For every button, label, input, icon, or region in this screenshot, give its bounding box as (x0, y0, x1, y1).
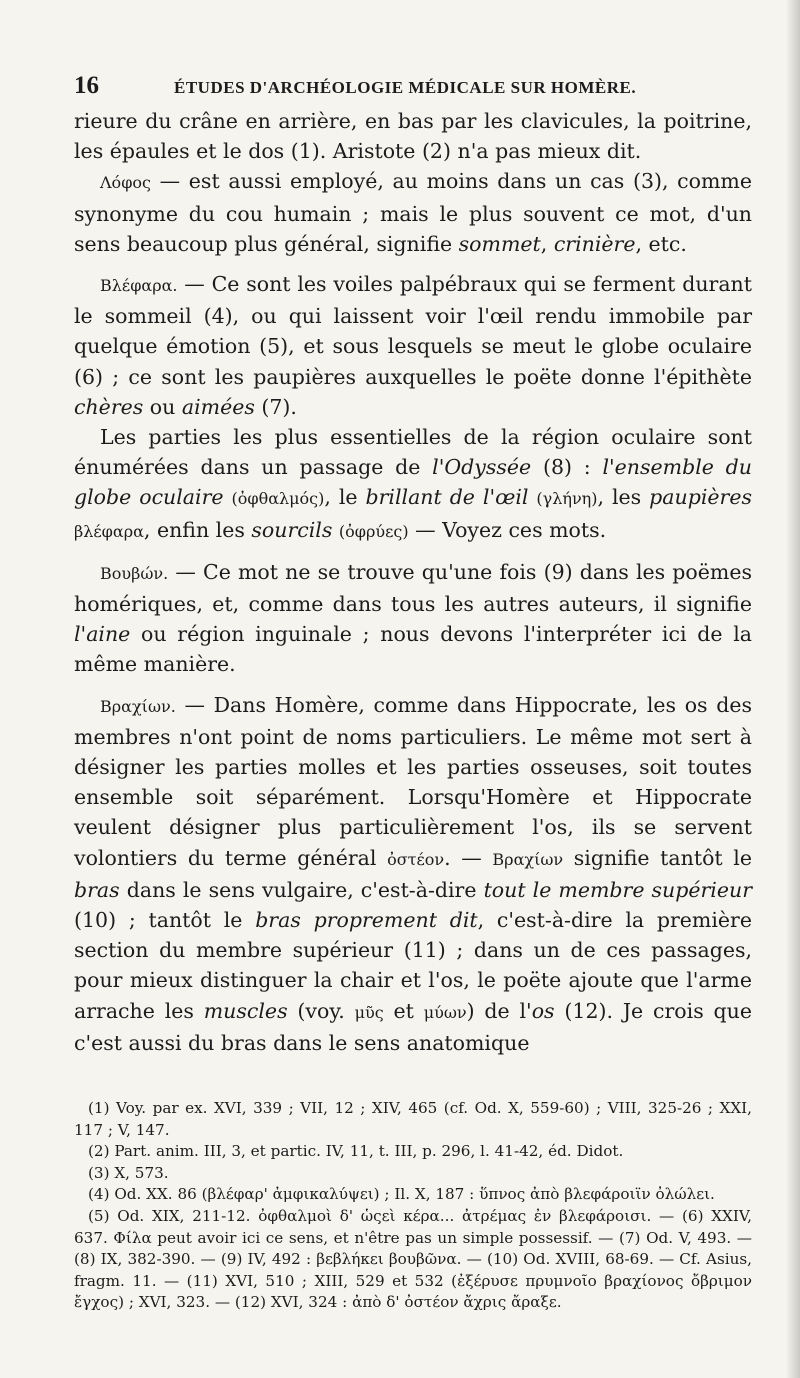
greek-run: βλέφαρα (74, 521, 144, 541)
greek-run: μύων (423, 1002, 467, 1022)
italic-run: os (531, 998, 555, 1023)
footnote: (2) Part. anim. III, 3, et partic. IV, 11, t. III, p. 296, l. 41-42, éd. Didot. (88, 1142, 624, 1161)
text-run: — Dans Homère, comme dans Hippocrate, les os des membres n'ont point de noms particuliers. Le même mot sert à désigner les parties molles et les parties osseuses, soit toutes ensemble soit séparément. Lorsqu'Homère et Hippocrate veulent désigner plus particulièrement l'os, ils se servent volontiers du terme général (74, 692, 752, 870)
greek-term: Λόφος (100, 173, 151, 193)
greek-run: Βραχίων (492, 849, 564, 869)
footnote: (4) Od. XX. 86 (βλέφαρ' ἀμφικαλύψει) ; Il. X, 187 : ὕπνος ἀπὸ βλεφάροιϊν ὀλώλει. (88, 1185, 715, 1204)
greek-term: Βλέφαρα. (100, 276, 178, 296)
paragraph-blephara (74, 269, 752, 422)
paragraph-ocular-region (74, 422, 752, 547)
text-run: — est aussi employé, au moins dans un cas (3), comme synonyme du cou humain ; mais le plus souvent ce mot, d'un sens beaucoup plus général, signifie (74, 169, 752, 256)
text-run: , (540, 231, 554, 256)
greek-term: Βραχίων. (100, 696, 176, 716)
greek-run: ὀστέον (387, 849, 445, 869)
text-run: et (383, 998, 424, 1023)
text-run: ou (143, 394, 182, 419)
text-run: , etc. (635, 231, 687, 256)
footnote: (1) Voy. par ex. XVI, 339 ; VII, 12 ; XIV, 465 (cf. Od. X, 559-60) ; VIII, 325-26 ; XXI, 117 ; V, 147. (74, 1099, 752, 1139)
text-run: (7). (254, 394, 297, 419)
text-run: (10) ; tantôt le (74, 908, 256, 933)
italic-run: chères (74, 394, 144, 419)
footnotes (74, 1098, 752, 1314)
greek-run: (ὀφθαλμός) (231, 489, 325, 509)
greek-run: μῦς (354, 1002, 384, 1022)
text-run: , les (597, 485, 650, 510)
italic-run: bras (74, 877, 120, 902)
italic-run: l'Odyssée (432, 455, 532, 480)
page-number: 16 (74, 72, 99, 99)
paragraph-brachion (74, 690, 752, 1058)
italic-run: paupières (649, 485, 752, 510)
greek-run: (ὀφρύες) (338, 521, 409, 541)
italic-run: brillant de l'œil (365, 485, 529, 510)
text-run: ) de l' (466, 998, 532, 1023)
footnote: (3) X, 573. (88, 1163, 169, 1182)
text-run: (voy. (287, 998, 355, 1023)
text-run: , enfin les (143, 517, 252, 542)
text-run: Les parties les plus essentielles de la région oculaire sont énumérées dans un passage de (74, 425, 752, 480)
page-edge-shadow (786, 0, 800, 1378)
text-run: signifie tantôt le (563, 845, 752, 870)
italic-run: crinière (553, 231, 636, 256)
greek-term: Βουβών. (100, 563, 169, 583)
text-run: ou région inguinale ; nous devons l'interpréter ici de la même manière. (74, 622, 752, 677)
paragraph-lophos (74, 166, 752, 259)
page-header (74, 72, 752, 100)
text-run: — Ce mot ne se trouve qu'une fois (9) dans les poëmes homériques, et, comme dans tous les autres auteurs, il signifie (74, 559, 752, 617)
italic-run: tout le membre supérieur (483, 877, 752, 902)
paragraph-continuation: rieure du crâne en arrière, en bas par les clavicules, la poitrine, les épaules et le dos (1). Aristote (2) n'a pas mieux dit. (74, 109, 752, 164)
italic-run: l'aine (74, 622, 131, 647)
text-run: . — (444, 845, 493, 870)
italic-run: sourcils (251, 517, 333, 542)
text-run: — Voyez ces mots. (408, 517, 607, 542)
text-run: , c'est-à-dire la première section du membre supérieur (11) ; dans un de ces passages, pour mieux distinguer la chair et l'os, le poëte ajoute que l'arme arrache les (74, 908, 752, 1023)
body-text (74, 106, 752, 1058)
paragraph-boubon (74, 557, 752, 680)
footnote: (5) Od. XIX, 211-12. ὀφθαλμοὶ δ' ὡςεὶ κέρα... ἀτρέμας ἐν βλεφάροισι. — (6) XXIV, 637. Φίλα peut avoir ici ce sens, et n'être pas un simple possessif. — (7) Od. V, 493. — (8) IX, 382-390. — (9) IV, 492 : βεβλήκει βουβῶνα. — (10) Od. XVIII, 68-69. — Cf. Asius, fragm. 11. — (11) XVI, 510 ; XIII, 529 et 532 (ἐξέρυσε πρυμνοῖο βραχίονος ὄβριμον ἔγχος) ; XVI, 323. — (12) XVI, 324 : ἀπὸ δ' ὀστέον ἄχρις ἄραξε. (74, 1207, 752, 1312)
italic-run: aimées (181, 394, 255, 419)
greek-run: (γλήνη) (536, 489, 598, 509)
italic-run: l'ensemble du globe oculaire (74, 455, 752, 510)
italic-run: bras proprement dit (255, 908, 478, 933)
text-run: dans le sens vulgaire, c'est-à-dire (119, 877, 484, 902)
text-run: (8) : (531, 455, 603, 480)
text-run: — Ce sont les voiles palpébraux qui se ferment durant le sommeil (4), ou qui laissent voir l'œil rendu immobile par quelque émotion (5), et sous lesquels se meut le globe oculaire (6) ; ce sont les paupières auxquelles le poëte donne l'épithète (74, 272, 752, 389)
text-run: , le (324, 485, 366, 510)
italic-run: muscles (203, 998, 288, 1023)
text-run: (12). Je crois que c'est aussi du bras dans le sens anatomique (74, 998, 752, 1055)
italic-run: sommet (458, 231, 541, 256)
running-head: ÉTUDES D'ARCHÉOLOGIE MÉDICALE SUR HOMÈRE. (174, 78, 637, 97)
